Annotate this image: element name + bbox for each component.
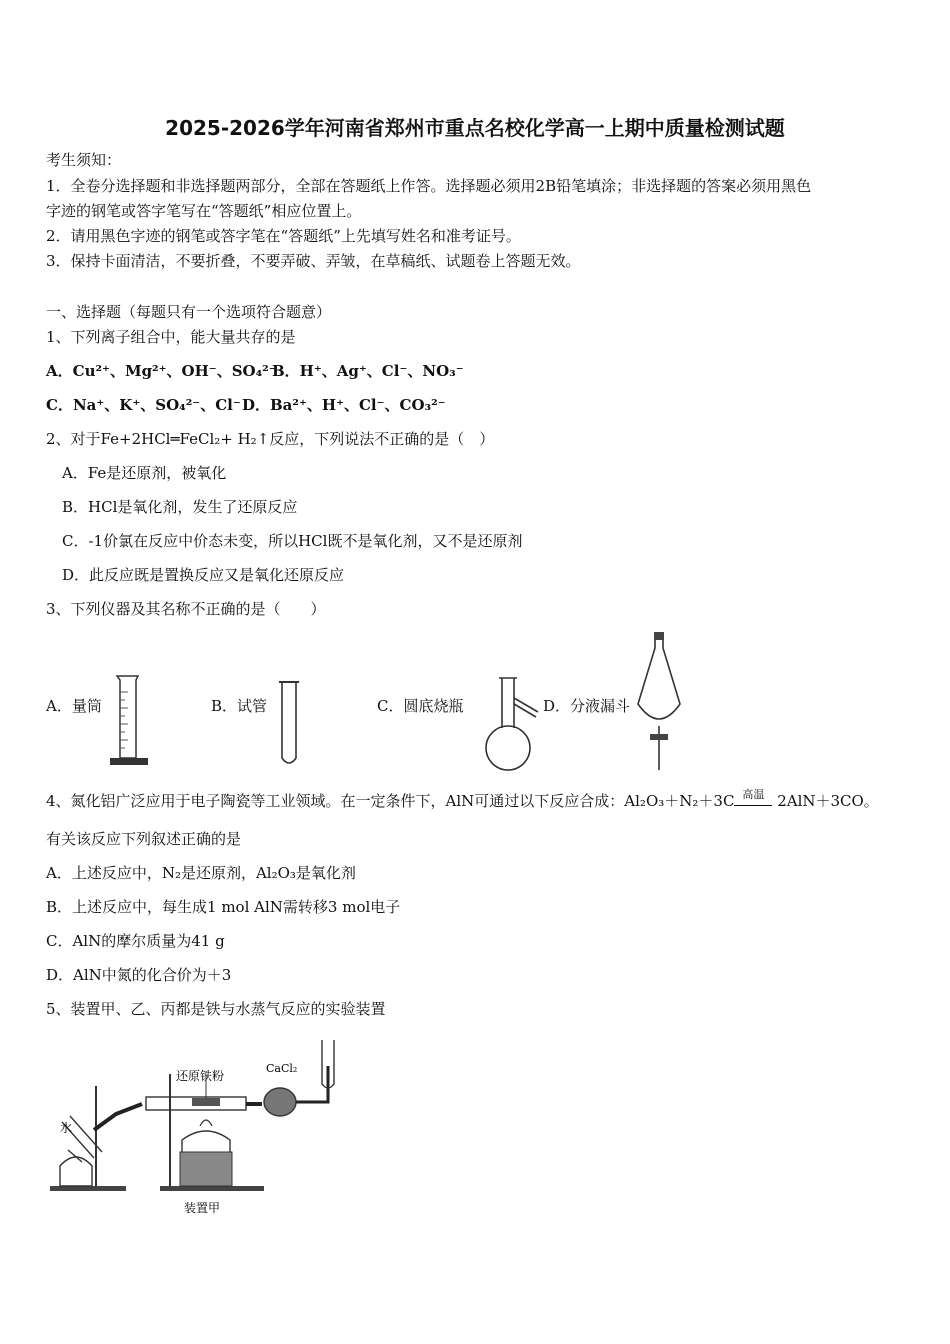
- iron-powder-label: 还原铁粉: [176, 1069, 225, 1083]
- distilling-flask-image: [472, 672, 542, 772]
- apparatus-diagram: [46, 1030, 356, 1220]
- notice-item-2: 2．请用黑色字迹的钢笔或答字笔在“答题纸”上先填写姓名和准考证号。: [46, 227, 521, 245]
- q3-option-a: A．量筒: [46, 697, 102, 715]
- q2-option-d: D．此反应既是置换反应又是氧化还原反应: [62, 566, 345, 584]
- q2-option-a: A．Fe是还原剂，被氧化: [62, 464, 227, 482]
- q1-option-c: C．Na⁺、K⁺、SO₄²⁻、Cl⁻: [46, 396, 241, 414]
- q3-option-c: C．圆底烧瓶: [377, 697, 464, 715]
- q3-option-d: D．分液漏斗: [543, 697, 631, 715]
- graduated-cylinder-image: [108, 672, 152, 770]
- notice-item-1b: 字迹的钢笔或答字笔写在“答题纸”相应位置上。: [46, 202, 362, 220]
- notice-item-1a: 1．全卷分选择题和非选择题两部分，全部在答题纸上作答。选择题必须用2B铅笔填涂；非选择题的答案必须用黑色: [46, 177, 812, 195]
- section-heading: 一、选择题（每题只有一个选项符合题意）: [46, 303, 332, 321]
- test-tube-image: [276, 678, 302, 770]
- water-label: 水: [60, 1121, 73, 1135]
- q4-stem-2: 有关该反应下列叙述正确的是: [46, 830, 242, 848]
- q2-stem: 2、对于Fe+2HCl═FeCl₂+ H₂↑反应，下列说法不正确的是（ ）: [46, 430, 495, 448]
- q4-option-a: A．上述反应中，N₂是还原剂，Al₂O₃是氧化剂: [46, 864, 356, 882]
- q4-option-c: C．AlN的摩尔质量为41 g: [46, 932, 225, 950]
- q3-stem: 3、下列仪器及其名称不正确的是（ ）: [46, 600, 326, 618]
- q1-option-d: D．Ba²⁺、H⁺、Cl⁻、CO₃²⁻: [242, 396, 446, 414]
- cacl2-label: CaCl₂: [266, 1062, 298, 1075]
- q4-stem-post: 2AlN＋3CO。: [772, 792, 879, 810]
- q5-stem: 5、装置甲、乙、丙都是铁与水蒸气反应的实验装置: [46, 1000, 386, 1018]
- reaction-condition: [734, 788, 772, 806]
- separatory-funnel-image: [632, 630, 686, 772]
- q2-option-c: C．-1价氯在反应中价态未变，所以HCl既不是氧化剂，又不是还原剂: [62, 532, 523, 550]
- q4-option-d: D．AlN中氮的化合价为＋3: [46, 966, 232, 984]
- notice-item-3: 3．保持卡面清洁，不要折叠，不要弄破、弄皱，在草稿纸、试题卷上答题无效。: [46, 252, 581, 270]
- page-title: 2025-2026学年河南省郑州市重点名校化学高一上期中质量检测试题: [165, 116, 785, 140]
- q4-option-b: B．上述反应中，每生成1 mol AlN需转移3 mol电子: [46, 898, 401, 916]
- q1-option-b: B．H⁺、Ag⁺、Cl⁻、NO₃⁻: [272, 362, 464, 380]
- q4-stem: [46, 788, 879, 811]
- q3-option-b: B．试管: [211, 697, 268, 715]
- q1-stem: 1、下列离子组合中，能大量共存的是: [46, 328, 296, 346]
- notice-heading: 考生须知：: [46, 151, 122, 169]
- reaction-condition-label: 高温: [742, 788, 765, 801]
- q2-option-b: B．HCl是氧化剂，发生了还原反应: [62, 498, 298, 516]
- apparatus-caption: 装置甲: [184, 1201, 221, 1215]
- q4-stem-pre: 4、氮化铝广泛应用于电子陶瓷等工业领域。在一定条件下，AlN可通过以下反应合成：Al₂O₃＋N₂＋3C: [46, 792, 735, 810]
- q1-option-a: A．Cu²⁺、Mg²⁺、OH⁻、SO₄²⁻: [46, 362, 277, 380]
